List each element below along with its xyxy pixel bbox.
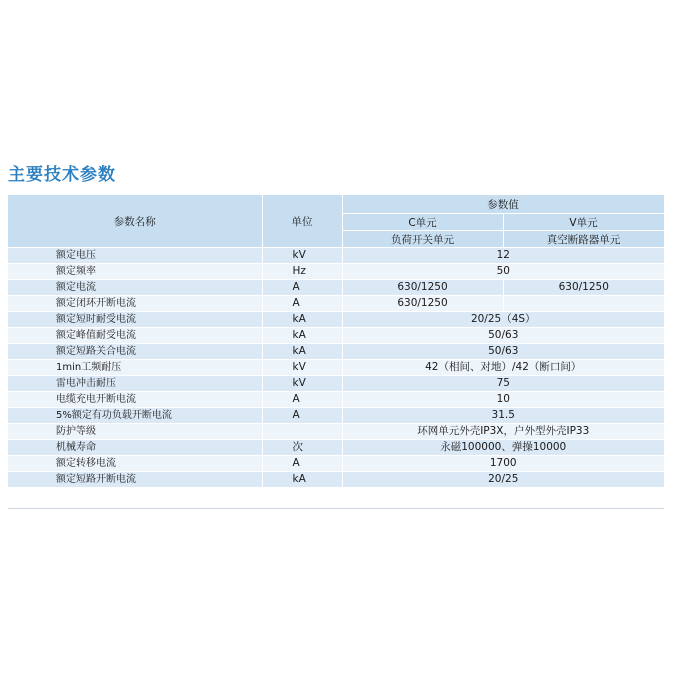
- table-row: [8, 392, 664, 408]
- row-value: 20/25（4S）: [342, 312, 664, 328]
- row-value: 50: [342, 264, 664, 280]
- table-row: [8, 360, 664, 376]
- row-unit: [262, 424, 342, 440]
- header-unit: 单位: [262, 195, 342, 248]
- header-c-unit-desc: 负荷开关单元: [342, 231, 503, 248]
- row-name: 额定闭环开断电流: [8, 296, 262, 312]
- table-row: [8, 424, 664, 440]
- row-unit: kA: [262, 344, 342, 360]
- row-name: 额定短路开断电流: [8, 472, 262, 488]
- row-unit: A: [262, 408, 342, 424]
- header-param-value: 参数值: [342, 195, 664, 214]
- table-row: [8, 456, 664, 472]
- header-param-name: 参数名称: [8, 195, 262, 248]
- table-row: [8, 376, 664, 392]
- row-value: 50/63: [342, 328, 664, 344]
- row-name: 雷电冲击耐压: [8, 376, 262, 392]
- table-row: [8, 280, 664, 296]
- row-name: 1min工频耐压: [8, 360, 262, 376]
- row-value: 42（相间、对地）/42（断口间）: [342, 360, 664, 376]
- header-v-unit-desc: 真空断路器单元: [503, 231, 664, 248]
- row-unit: kA: [262, 312, 342, 328]
- row-name: 额定电流: [8, 280, 262, 296]
- table-row: [8, 296, 664, 312]
- row-value: 20/25: [342, 472, 664, 488]
- row-name: 额定峰值耐受电流: [8, 328, 262, 344]
- row-name: 额定电压: [8, 248, 262, 264]
- row-unit: A: [262, 296, 342, 312]
- row-name: 额定频率: [8, 264, 262, 280]
- row-unit: A: [262, 456, 342, 472]
- row-value: 50/63: [342, 344, 664, 360]
- row-c-value: 630/1250: [342, 280, 503, 296]
- table-row: [8, 408, 664, 424]
- row-unit: kV: [262, 248, 342, 264]
- row-value: 1700: [342, 456, 664, 472]
- row-name: 额定短时耐受电流: [8, 312, 262, 328]
- table-row: [8, 328, 664, 344]
- row-unit: A: [262, 392, 342, 408]
- row-unit: kA: [262, 472, 342, 488]
- row-unit: A: [262, 280, 342, 296]
- row-value: 环网单元外壳IP3X，户外型外壳IP33: [342, 424, 664, 440]
- table-row: [8, 440, 664, 456]
- row-value: 12: [342, 248, 664, 264]
- table-row: [8, 472, 664, 488]
- row-value: 10: [342, 392, 664, 408]
- row-name: 防护等级: [8, 424, 262, 440]
- row-v-value: [503, 296, 664, 312]
- row-unit: 次: [262, 440, 342, 456]
- row-value: 75: [342, 376, 664, 392]
- row-v-value: 630/1250: [503, 280, 664, 296]
- table-row: [8, 264, 664, 280]
- row-name: 电缆充电开断电流: [8, 392, 262, 408]
- row-name: 5%额定有功负载开断电流: [8, 408, 262, 424]
- row-value: 永磁100000、弹操10000: [342, 440, 664, 456]
- row-unit: kA: [262, 328, 342, 344]
- row-value: 31.5: [342, 408, 664, 424]
- table-row: [8, 312, 664, 328]
- row-name: 额定转移电流: [8, 456, 262, 472]
- table-row: [8, 344, 664, 360]
- row-name: 额定短路关合电流: [8, 344, 262, 360]
- row-name: 机械寿命: [8, 440, 262, 456]
- row-unit: kV: [262, 376, 342, 392]
- page-title: 主要技术参数: [8, 165, 116, 185]
- row-c-value: 630/1250: [342, 296, 503, 312]
- table-bottom-divider: [8, 508, 664, 509]
- row-unit: Hz: [262, 264, 342, 280]
- header-v-unit: V单元: [503, 214, 664, 231]
- spec-table: [8, 195, 665, 488]
- table-row: [8, 248, 664, 264]
- header-c-unit: C单元: [342, 214, 503, 231]
- row-unit: kV: [262, 360, 342, 376]
